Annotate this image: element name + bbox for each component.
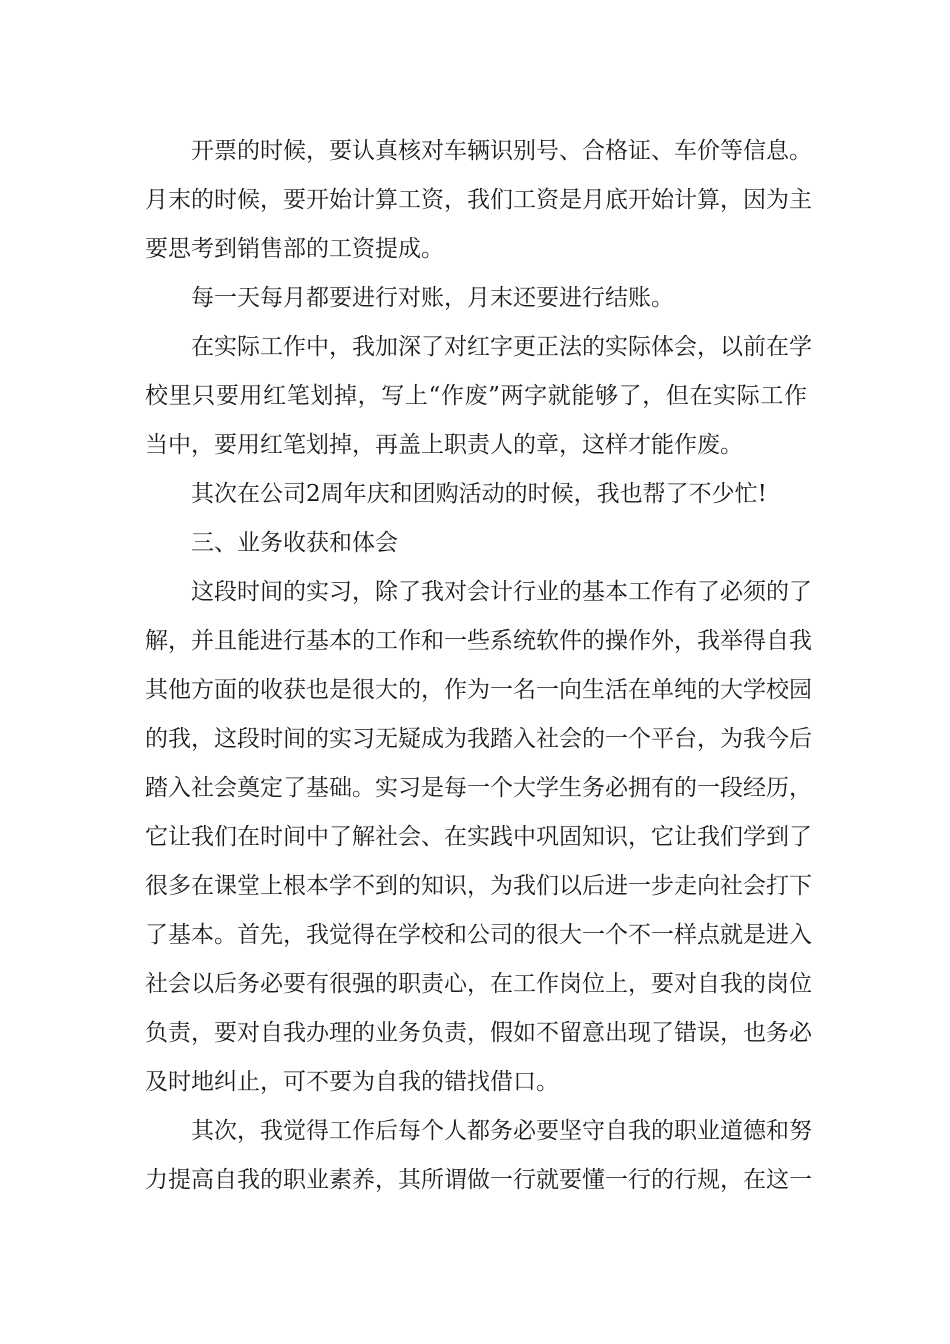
paragraph-line: 它让我们在时间中了解社会、在实践中巩固知识，它让我们学到了 [145,824,812,850]
paragraph-line: 在实际工作中，我加深了对红字更正法的实际体会，以前在学 [191,334,812,360]
paragraph-line: 解，并且能进行基本的工作和一些系统软件的操作外，我举得自我 [145,628,812,654]
section-heading: 三、业务收获和体会 [191,530,398,556]
paragraph-line: 了基本。首先，我觉得在学校和公司的很大一个不一样点就是进入 [145,922,812,948]
paragraph-line: 及时地纠止，可不要为自我的错找借口。 [145,1069,559,1095]
paragraph-line: 踏入社会奠定了基础。实习是每一个大学生务必拥有的一段经历， [145,775,812,801]
paragraph-line: 社会以后务必要有很强的职责心，在工作岗位上，要对自我的岗位 [145,971,812,997]
paragraph-line: 当中，要用红笔划掉，再盖上职责人的章，这样才能作废。 [145,432,743,458]
paragraph-line: 其次在公司2周年庆和团购活动的时候，我也帮了不少忙! [191,481,767,507]
paragraph-line: 校里只要用红笔划掉，写上“作废”两字就能够了，但在实际工作 [145,383,807,409]
paragraph-line: 每一天每月都要进行对账，月末还要进行结账。 [191,285,674,311]
paragraph-line: 力提高自我的职业素养，其所谓做一行就要懂一行的行规，在这一 [145,1167,812,1193]
paragraph-line: 这段时间的实习，除了我对会计行业的基本工作有了必须的了 [191,579,812,605]
document-body [145,127,812,1205]
paragraph-line: 开票的时候，要认真核对车辆识别号、合格证、车价等信息。 [191,138,812,164]
paragraph-line: 的我，这段时间的实习无疑成为我踏入社会的一个平台，为我今后 [145,726,812,752]
paragraph-line: 其次，我觉得工作后每个人都务必要坚守自我的职业道德和努 [191,1118,812,1144]
paragraph-line: 要思考到销售部的工资提成。 [145,236,444,262]
paragraph-line: 很多在课堂上根本学不到的知识，为我们以后进一步走向社会打下 [145,873,812,899]
paragraph-line: 负责，要对自我办理的业务负责，假如不留意出现了错误，也务必 [145,1020,812,1046]
paragraph-line: 其他方面的收获也是很大的，作为一名一向生活在单纯的大学校园 [145,677,812,703]
paragraph-line: 月末的时候，要开始计算工资，我们工资是月底开始计算，因为主 [145,187,812,213]
